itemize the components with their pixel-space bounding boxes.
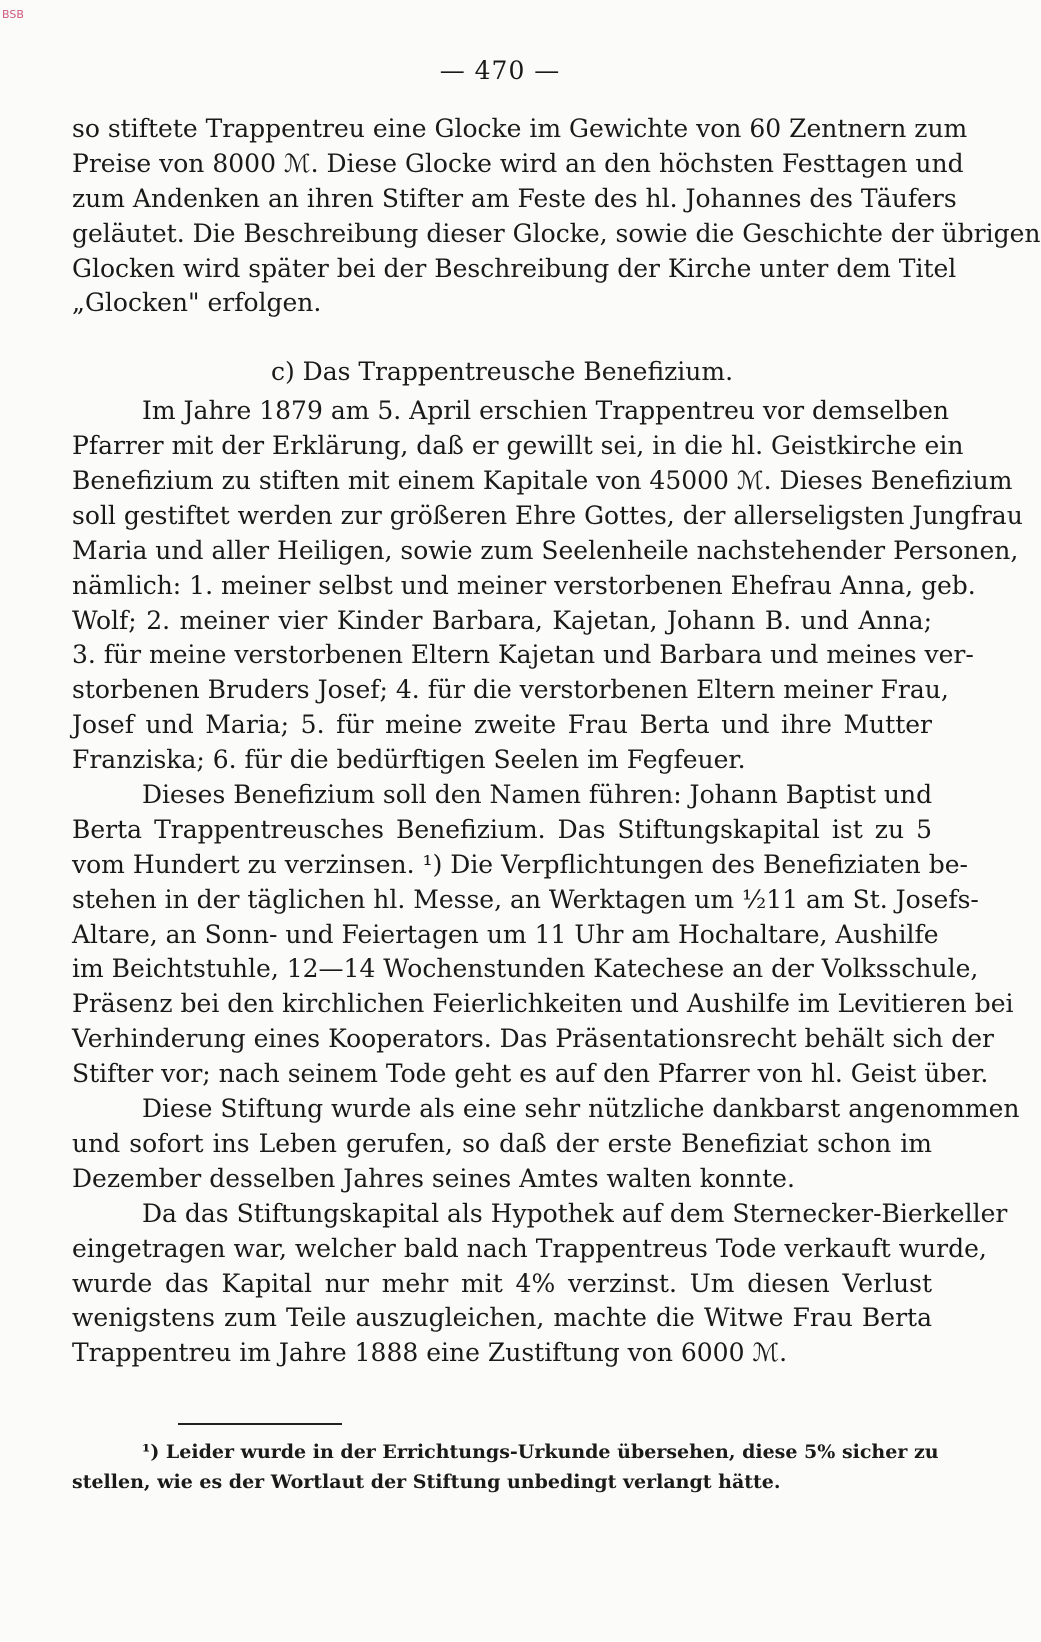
text-line: vom Hundert zu verzinsen. ¹) Die Verpflichtungen des Benefiziaten be-: [72, 849, 968, 879]
text-line: Pfarrer mit der Erklärung, daß er gewillt sei, in die hl. Geistkirche ein: [72, 431, 964, 461]
library-stamp: BSB: [2, 8, 24, 21]
text-line: Dieses Benefizium soll den Namen führen: Johann Baptist und: [142, 780, 933, 810]
text-line: Diese Stiftung wurde als eine sehr nützliche dankbarst angenommen: [142, 1094, 1020, 1124]
text-line: soll gestiftet werden zur größeren Ehre Gottes, der allerseligsten Jungfrau: [72, 500, 1023, 530]
text-line: so stiftete Trappentreu eine Glocke im Gewichte von 60 Zentnern zum: [72, 114, 968, 143]
text-line: nämlich: 1. meiner selbst und meiner verstorbenen Ehefrau Anna, geb.: [72, 570, 976, 600]
text-line: Glocken wird später bei der Beschreibung der Kirche unter dem Titel: [72, 253, 957, 283]
footnote: [72, 1437, 939, 1497]
text-line: Da das Stiftungskapital als Hypothek auf dem Sternecker-Bierkeller: [142, 1198, 1008, 1228]
text-line: Altare, an Sonn- und Feiertagen um 11 Uhr am Hochaltare, Aushilfe: [72, 919, 939, 949]
text-line: Präsenz bei den kirchlichen Feierlichkeiten und Aushilfe im Levitieren bei: [72, 989, 1014, 1019]
text-line: storbenen Bruders Josef; 4. für die verstorbenen Eltern meiner Frau,: [72, 675, 949, 705]
text-line: wenigstens zum Teile auszugleichen, machte die Witwe Frau Berta: [72, 1303, 932, 1333]
text-line: Trappentreu im Jahre 1888 eine Zustiftung von 6000 ℳ.: [72, 1338, 788, 1368]
text-line: Im Jahre 1879 am 5. April erschien Trappentreu vor demselben: [142, 396, 950, 426]
paragraph: [72, 1092, 1020, 1197]
paragraph: [72, 394, 1023, 778]
text-line: 3. für meine verstorbenen Eltern Kajetan und Barbara und meines ver-: [72, 640, 974, 670]
text-line: und sofort ins Leben gerufen, so daß der erste Benefiziat schon im: [72, 1128, 932, 1158]
text-line: Josef und Maria; 5. für meine zweite Frau Berta und ihre Mutter: [72, 710, 932, 740]
text-line: Franziska; 6. für die bedürftigen Seelen im Fegfeuer.: [72, 745, 746, 775]
text-line: Berta Trappentreusches Benefizium. Das Stiftungskapital ist zu 5: [72, 814, 932, 844]
body-text: [72, 112, 1041, 1371]
text-line: wurde das Kapital nur mehr mit 4% verzinst. Um diesen Verlust: [72, 1268, 932, 1298]
text-line: Benefizium zu stiften mit einem Kapitale von 45000 ℳ. Dieses Benefizium: [72, 466, 1013, 496]
text-line: eingetragen war, welcher bald nach Trappentreus Tode verkauft wurde,: [72, 1233, 987, 1263]
text-line: zum Andenken an ihren Stifter am Feste des hl. Johannes des Täufers: [72, 183, 957, 213]
footnote-rule: [178, 1423, 342, 1425]
footnote-line: stellen, wie es der Wortlaut der Stiftung unbedingt verlangt hätte.: [72, 1471, 781, 1493]
text-line: Verhinderung eines Kooperators. Das Präsentationsrecht behält sich der: [72, 1024, 994, 1054]
paragraph: [72, 112, 1041, 321]
text-line: Maria und aller Heiligen, sowie zum Seelenheile nachstehender Personen,: [72, 535, 1019, 565]
text-line: geläutet. Die Beschreibung dieser Glocke, sowie die Geschichte der übrigen: [72, 218, 1041, 248]
text-line: Dezember desselben Jahres seines Amtes walten konnte.: [72, 1163, 795, 1193]
text-line: „Glocken" erfolgen.: [72, 288, 322, 318]
paragraph: [72, 778, 1014, 1092]
text-line: stehen in der täglichen hl. Messe, an Werktagen um ½11 am St. Josefs-: [72, 884, 979, 914]
paragraph: [72, 1197, 1008, 1371]
footnote-line: ¹) Leider wurde in der Errichtungs-Urkunde übersehen, diese 5% sicher zu: [142, 1441, 939, 1463]
section-heading: c) Das Trappentreusche Benefizium.: [270, 357, 734, 387]
text-line: im Beichtstuhle, 12—14 Wochenstunden Katechese an der Volksschule,: [72, 954, 979, 984]
text-line: Wolf; 2. meiner vier Kinder Barbara, Kajetan, Johann B. und Anna;: [72, 605, 932, 635]
text-line: Preise von 8000 ℳ. Diese Glocke wird an den höchsten Festtagen und: [72, 148, 964, 178]
text-line: Stifter vor; nach seinem Tode geht es auf den Pfarrer von hl. Geist über.: [72, 1059, 989, 1089]
page-number: — 470 —: [439, 56, 561, 85]
